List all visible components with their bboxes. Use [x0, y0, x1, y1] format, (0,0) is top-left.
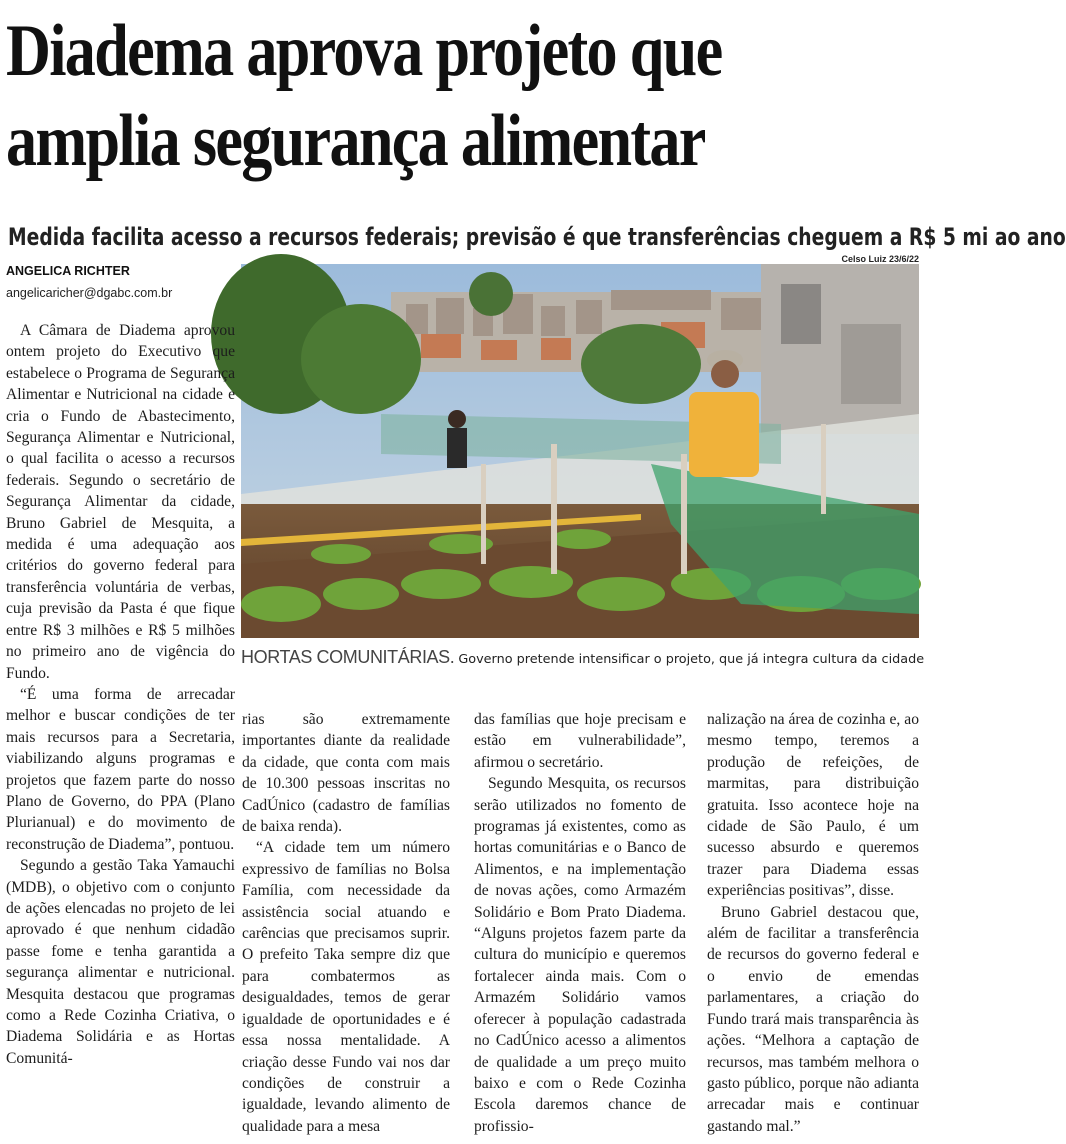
caption-tag: HORTAS COMUNITÁRIAS. — [241, 647, 455, 667]
paragraph: Segundo Mesquita, os recursos serão utilizados no fomento de programas já existentes, como as hortas comunitárias e o Banco de Alimentos, e na implementação de novas ações, como Armazém Solidário e Bom Prato Diadema. “Alguns projetos fazem parte da cultura do município e queremos fortalecer ainda mais. Com o Armazém Solidário vamos oferecer à população cadastrada no CadÚnico acesso a alimentos de qualidade a um preço muito baixo e com o Rede Cozinha Escola daremos chance de profissio- — [474, 775, 686, 1135]
community-garden-photo — [241, 264, 919, 638]
paragraph: “A cidade tem um número expressivo de famílias no Bolsa Família, com necessidade da assistência social atuando e carências que precisamos suprir. O prefeito Taka sempre diz que para combatermos as desigualdades, temos de gerar igualdade de oportunidades e é essa nossa mentalidade. A criação desse Fundo vai nos dar condições de construir a igualdade, levando alimento de qualidade para a mesa — [242, 839, 450, 1135]
paragraph: rias são extremamente importantes diante da realidade da cidade, que conta com mais de 10.300 pessoas inscritas no CadÚnico (cadastro de famílias de baixa renda). — [242, 711, 450, 836]
article-column-2 — [242, 709, 450, 1137]
byline-email: angelicaricher@dgabc.com.br — [6, 286, 173, 300]
byline-author: ANGELICA RICHTER — [6, 264, 130, 278]
paragraph: A Câmara de Diadema aprovou ontem projeto do Executivo que estabelece o Programa de Segurança Alimentar e Nutricional na cidade e cria o Fundo de Abastecimento, Segurança Alimentar e Nutricional, o qual facilita o acesso a recursos federais. Segundo o secretário de Segurança Alimentar da cidade, Bruno Gabriel de Mesquita, a medida é uma adequação aos critérios do governo federal para transferência voluntária de verbas, cuja previsão da Pasta é que fique entre R$ 3 milhões e R$ 5 milhões no primeiro ano de vigência do Fundo. — [6, 322, 235, 682]
headline-line-1: Diadema aprova projeto que — [6, 10, 722, 92]
photo-credit: Celso Luiz 23/6/22 — [841, 254, 919, 264]
photo-caption — [241, 646, 925, 671]
article-column-1 — [6, 320, 235, 1069]
headline — [6, 6, 775, 186]
paragraph: Bruno Gabriel destacou que, além de facilitar a transferência de recursos do governo federal e o envio de emendas parlamentares, a criação do Fundo trará mais transparência às ações. “Melhora a captação de recursos, mas também melhora o gasto público, porque não adianta arrecadar mais e continuar gastando mal.” — [707, 903, 919, 1135]
article-column-4 — [707, 709, 919, 1137]
paragraph: das famílias que hoje precisam e estão em vulnerabilidade”, afirmou o secretário. — [474, 711, 686, 771]
headline-line-2: amplia segurança alimentar — [6, 100, 705, 182]
subheadline: Medida facilita acesso a recursos federais; previsão é que transferências cheguem a R$ 5 mi ao ano — [8, 223, 1066, 251]
paragraph: Segundo a gestão Taka Yamauchi (MDB), o objetivo com o conjunto de ações elencadas no projeto de lei aprovado é que nenhum cidadão passe fome e tenha garantida a segurança alimentar e nutricional. Mesquita destacou que programas como a Rede Cozinha Criativa, o Diadema Solidária e as Hortas Comunitá- — [6, 857, 235, 1067]
article-column-3 — [474, 709, 686, 1137]
paragraph: “É uma forma de arrecadar melhor e buscar condições de ter mais recursos para a Secretaria, viabilizando alguns programas e projetos que fazem parte do nosso Plano de Governo, do PPA (Plano Plurianual) e do movimento de reconstrução de Diadema”, pontuou. — [6, 685, 235, 853]
paragraph: nalização na área de cozinha e, ao mesmo tempo, teremos a produção de refeições, de marmitas, para distribuição gratuita. Isso acontece hoje na cidade de São Paulo, é um sucesso absurdo e queremos trazer para Diadema essas experiências positivas”, disse. — [707, 711, 919, 900]
caption-text: Governo pretende intensificar o projeto, que já integra cultura da cidade — [458, 652, 925, 667]
